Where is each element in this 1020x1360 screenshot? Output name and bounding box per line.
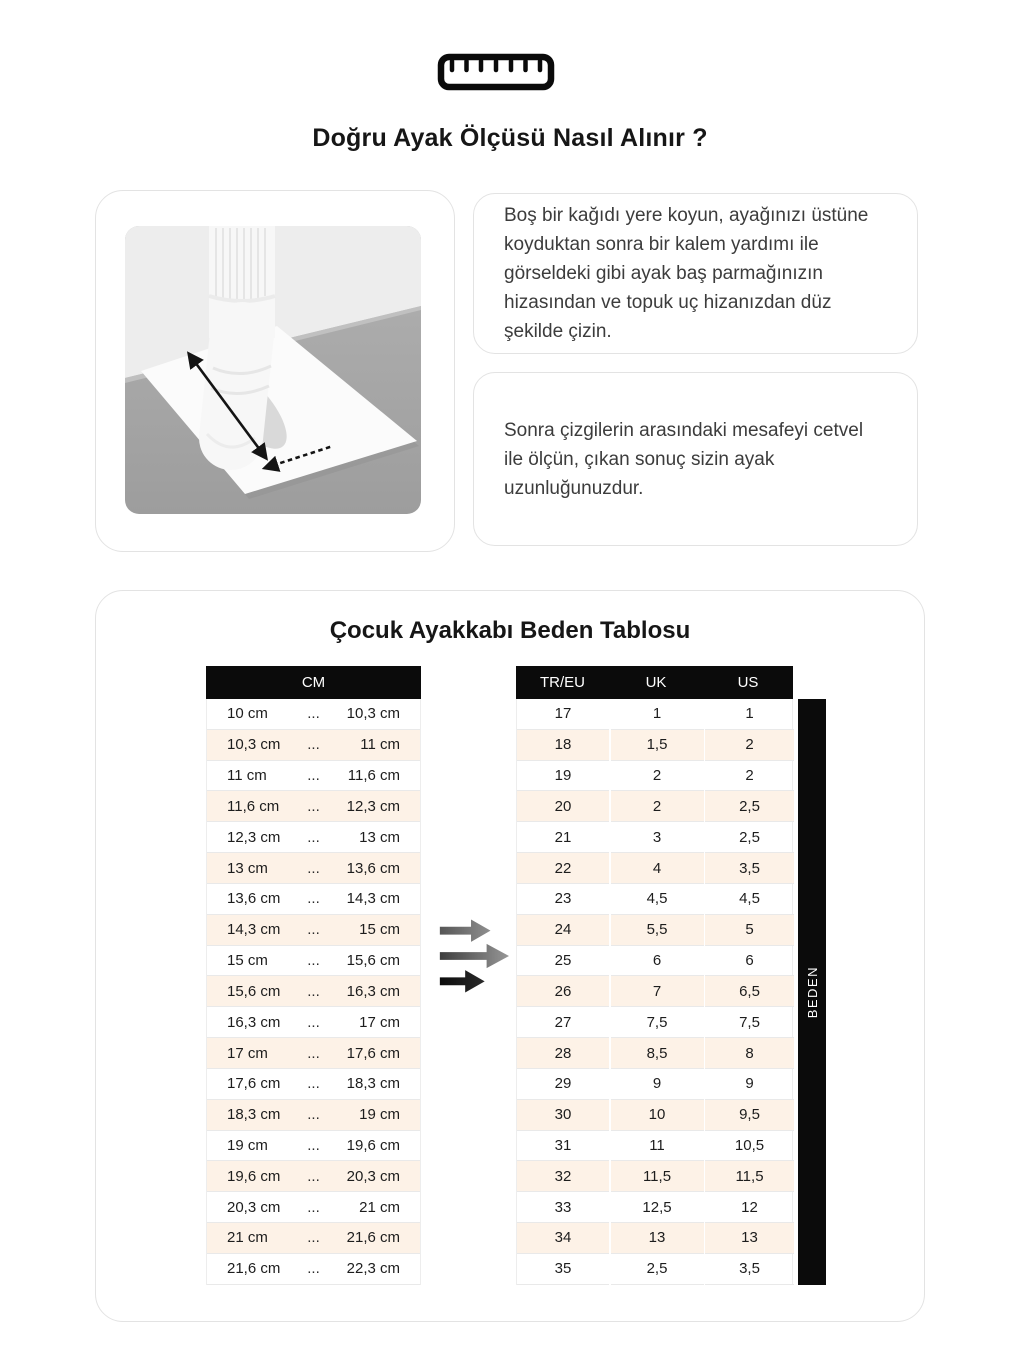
size-cell-uk: 2 [611,761,704,792]
cm-range-separator: ... [307,952,320,970]
instruction-card-1 [473,193,918,354]
size-cell-treu: 19 [517,761,609,792]
size-cell-treu: 21 [517,822,609,853]
size-cell-us: 9 [705,1069,794,1100]
cm-table [206,666,421,1285]
cm-table-row [207,1100,420,1131]
size-table-row [517,915,792,946]
size-table-header-us: US [737,674,759,691]
size-cell-us: 2 [705,730,794,761]
size-table-row [517,822,792,853]
cm-range-separator: ... [307,859,320,877]
size-cell-uk: 9 [611,1069,704,1100]
size-cell-us: 4,5 [705,884,794,915]
cm-range-from: 21,6 cm [227,1260,281,1278]
cm-range-to: 17,6 cm [346,1044,400,1062]
cm-range-separator: ... [307,736,320,754]
cm-range-to: 10,3 cm [346,705,400,723]
measurement-photo-card [95,190,455,552]
size-cell-treu: 34 [517,1223,609,1254]
cm-range-from: 20,3 cm [227,1198,281,1216]
cm-range-to: 14,3 cm [346,890,400,908]
size-cell-us: 13 [705,1223,794,1254]
size-cell-us: 10,5 [705,1131,794,1162]
size-cell-us: 3,5 [705,853,794,884]
size-section-title: Çocuk Ayakkabı Beden Tablosu [329,617,691,644]
cm-range-separator: ... [307,890,320,908]
size-table-row [517,791,792,822]
size-cell-treu: 33 [517,1192,609,1223]
size-table-rows [516,699,793,1285]
size-cell-treu: 32 [517,1161,609,1192]
cm-table-header: CM [206,666,421,699]
size-cell-us: 5 [705,915,794,946]
cm-range-to: 20,3 cm [346,1167,400,1185]
size-cell-us: 3,5 [705,1254,794,1285]
size-cell-uk: 13 [611,1223,704,1254]
cm-range-separator: ... [307,767,320,785]
size-cell-uk: 10 [611,1100,704,1131]
size-cell-treu: 31 [517,1131,609,1162]
cm-table-row [207,1038,420,1069]
cm-range-to: 15,6 cm [346,952,400,970]
cm-range-from: 16,3 cm [227,1013,281,1031]
size-cell-uk: 1 [611,699,704,730]
foot-measurement-photo [125,226,421,514]
cm-range-to: 19 cm [359,1106,400,1124]
size-cell-uk: 8,5 [611,1038,704,1069]
size-cell-uk: 12,5 [611,1192,704,1223]
cm-range-separator: ... [307,921,320,939]
size-table-row [517,1038,792,1069]
size-cell-treu: 26 [517,976,609,1007]
size-cell-uk: 2 [611,791,704,822]
size-cell-treu: 22 [517,853,609,884]
cm-table-row [207,1007,420,1038]
size-cell-treu: 29 [517,1069,609,1100]
cm-table-row [207,915,420,946]
cm-range-from: 19 cm [227,1137,268,1154]
size-cell-uk: 3 [611,822,704,853]
size-table-row [517,976,792,1007]
cm-range-to: 17 cm [359,1013,400,1031]
cm-range-to: 12,3 cm [346,797,400,815]
size-cell-treu: 17 [517,699,609,730]
size-cell-us: 2,5 [705,791,794,822]
size-table-row [517,1192,792,1223]
size-cell-us: 2,5 [705,822,794,853]
size-cell-treu: 28 [517,1038,609,1069]
beden-side-bar [798,699,826,1285]
size-table-row [517,884,792,915]
cm-table-row [207,822,420,853]
page-title: Doğru Ayak Ölçüsü Nasıl Alınır ? [312,124,708,152]
cm-range-separator: ... [307,1013,320,1031]
cm-table-row [207,884,420,915]
cm-range-separator: ... [307,1106,320,1124]
size-cell-treu: 25 [517,946,609,977]
cm-table-row [207,730,420,761]
size-cell-uk: 5,5 [611,915,704,946]
size-cell-uk: 4,5 [611,884,704,915]
size-table-header-treu: TR/EU [540,674,585,691]
size-table-header [516,666,793,699]
size-cell-treu: 27 [517,1007,609,1038]
instruction-step-1: Boş bir kağıdı yere koyun, ayağınızı üstüne koyduktan sonra bir kalem yardımı ile görseldeki gibi ayak baş parmağınızın hizasından ve topuk uç hizanızdan düz şekilde çizin. [504,205,869,342]
size-cell-uk: 1,5 [611,730,704,761]
size-cell-us: 9,5 [705,1100,794,1131]
cm-range-to: 13,6 cm [346,859,400,877]
instruction-step-2: Sonra çizgilerin arasındaki mesafeyi cetvel ile ölçün, çıkan sonuç sizin ayak uzunluğunuzdur. [504,419,864,499]
cm-range-from: 15,6 cm [227,982,281,1000]
cm-table-row [207,761,420,792]
cm-table-row [207,946,420,977]
size-cell-uk: 7,5 [611,1007,704,1038]
size-table-row [517,946,792,977]
size-table-row [517,1007,792,1038]
cm-range-from: 21 cm [227,1229,268,1247]
cm-range-separator: ... [307,1044,320,1062]
size-cell-treu: 35 [517,1254,609,1285]
size-cell-uk: 11,5 [611,1161,704,1192]
transfer-arrows-icon [434,915,510,997]
cm-range-from: 17,6 cm [227,1075,281,1093]
cm-range-separator: ... [307,1198,320,1216]
size-cell-us: 6,5 [705,976,794,1007]
cm-table-row [207,1254,420,1285]
cm-range-to: 11 cm [360,736,400,754]
cm-range-to: 21 cm [359,1198,400,1216]
size-cell-uk: 7 [611,976,704,1007]
cm-table-row [207,791,420,822]
cm-range-from: 15 cm [227,952,268,970]
cm-range-from: 12,3 cm [227,828,281,846]
cm-range-separator: ... [307,1229,320,1247]
cm-table-rows [206,699,421,1285]
cm-range-separator: ... [307,982,320,1000]
cm-table-row [207,1192,420,1223]
cm-range-separator: ... [307,705,320,723]
size-table-row [517,853,792,884]
size-cell-us: 8 [705,1038,794,1069]
size-table-row [517,1069,792,1100]
size-cell-treu: 20 [517,791,609,822]
size-cell-us: 7,5 [705,1007,794,1038]
cm-range-separator: ... [307,1137,320,1154]
cm-range-from: 11,6 cm [227,797,280,815]
cm-range-separator: ... [307,828,320,846]
cm-range-from: 14,3 cm [227,921,281,939]
size-table-row [517,1100,792,1131]
size-cell-us: 6 [705,946,794,977]
size-cell-us: 11,5 [705,1161,794,1192]
cm-range-separator: ... [307,1260,320,1278]
cm-table-row [207,1069,420,1100]
cm-table-row [207,1161,420,1192]
size-cell-uk: 6 [611,946,704,977]
ruler-icon [437,53,555,91]
size-cell-treu: 24 [517,915,609,946]
size-table-card [95,590,925,1322]
cm-range-to: 21,6 cm [346,1229,400,1247]
cm-range-from: 13 cm [227,859,268,877]
cm-range-separator: ... [307,797,320,815]
size-cell-treu: 30 [517,1100,609,1131]
size-table-row [517,1161,792,1192]
size-cell-uk: 11 [611,1131,704,1162]
size-table-header-uk: UK [645,674,667,691]
cm-table-row [207,1131,420,1162]
instruction-card-2 [473,372,918,546]
cm-table-row [207,976,420,1007]
international-size-table [516,666,793,1285]
size-cell-uk: 2,5 [611,1254,704,1285]
size-cell-us: 12 [705,1192,794,1223]
size-cell-treu: 23 [517,884,609,915]
size-table-row [517,1131,792,1162]
cm-range-from: 10,3 cm [227,736,281,754]
size-cell-uk: 4 [611,853,704,884]
cm-range-to: 22,3 cm [346,1260,400,1278]
cm-table-row [207,1223,420,1254]
cm-range-separator: ... [307,1075,320,1093]
cm-range-from: 19,6 cm [227,1167,281,1185]
size-table-row [517,699,792,730]
size-table-row [517,1254,792,1285]
size-cell-treu: 18 [517,730,609,761]
cm-range-to: 16,3 cm [346,982,400,1000]
cm-table-row [207,853,420,884]
cm-range-from: 11 cm [227,767,267,785]
size-cell-us: 1 [705,699,794,730]
size-table-row [517,761,792,792]
cm-range-to: 18,3 cm [346,1075,400,1093]
cm-range-from: 17 cm [227,1044,268,1062]
cm-range-from: 18,3 cm [227,1106,281,1124]
beden-side-label: BEDEN [804,965,820,1019]
cm-range-from: 10 cm [227,705,268,723]
cm-range-separator: ... [307,1167,320,1185]
cm-table-row [207,699,420,730]
size-table-row [517,1223,792,1254]
cm-range-to: 11,6 cm [347,767,400,785]
cm-range-from: 13,6 cm [227,890,281,908]
size-table-row [517,730,792,761]
cm-range-to: 13 cm [359,828,400,846]
cm-range-to: 19,6 cm [346,1137,400,1154]
cm-range-to: 15 cm [359,921,400,939]
size-cell-us: 2 [705,761,794,792]
